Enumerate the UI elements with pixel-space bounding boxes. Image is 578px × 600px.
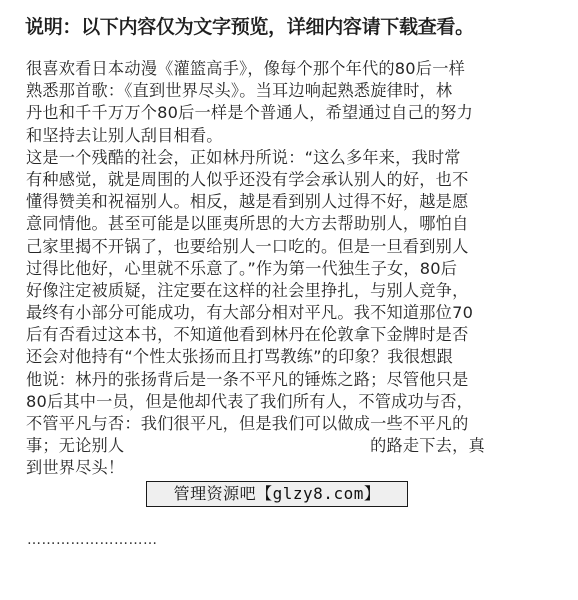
article-line: 和坚持去让别人刮目相看。 — [26, 125, 223, 145]
article-line: 过得比他好，心里就不乐意了。”作为第一代独生子女，80后 — [26, 258, 458, 278]
article-line: 他说：林丹的张扬背后是一条不平凡的锤炼之路；尽管他只是 — [26, 369, 469, 389]
article-line: 后有否看过这本书，不知道他看到林丹在伦敦拿下金牌时是否 — [26, 325, 469, 345]
article-line: 不管平凡与否：我们很平凡，但是我们可以做成一些不平凡的 — [26, 414, 469, 433]
article-line: 丹也和千千万万个80后一样是个普通人，希望通过自己的努力 — [26, 103, 474, 123]
article-line: 有种感觉，就是周围的人似乎还没有学会承认别人的好，也不 — [26, 169, 469, 189]
article-line: 很喜欢看日本动漫《灌篮高手》，像每个那个年代的80后一样 — [26, 59, 465, 78]
article-line: 到世界尽头！ — [26, 458, 125, 478]
article-line: 懂得赞美和祝福别人。相反，越是看到别人过得不好，越是愿 — [26, 192, 469, 212]
watermark-banner: 管理资源吧【glzy8.com】 — [146, 481, 408, 507]
article-line: 80后其中一员，但是他却代表了我们所有人，不管成功与否， — [26, 391, 474, 411]
article-line: 最终有小部分可能成功，有大部分相对平凡。我不知道那位70 — [26, 303, 474, 323]
article-line: 己家里揭不开锅了，也要给别人一口吃的。但是一旦看到别人 — [26, 236, 469, 256]
article-line: 事；无论别人 的路走下去，真 — [26, 436, 485, 456]
article-line: 意同情他。甚至可能是以匪夷所思的大方去帮助别人，哪怕自 — [26, 214, 469, 234]
article-line: 还会对他持有“个性太张扬而且打骂教练”的印象？我很想跟 — [26, 347, 453, 367]
preview-notice: 说明：以下内容仅为文字预览，详细内容请下载查看。 — [25, 16, 474, 38]
article-line: 这是一个残酷的社会，正如林丹所说：“这么多年来，我时常 — [26, 147, 461, 167]
article-line: 熟悉那首歌：《直到世界尽头》。当耳边响起熟悉旋律时，林 — [26, 81, 453, 101]
article-body — [26, 58, 554, 480]
article-line: 好像注定被质疑，注定要在这样的社会里挣扎，与别人竞争， — [26, 280, 469, 300]
article-ellipsis: ……………………… — [27, 532, 158, 548]
